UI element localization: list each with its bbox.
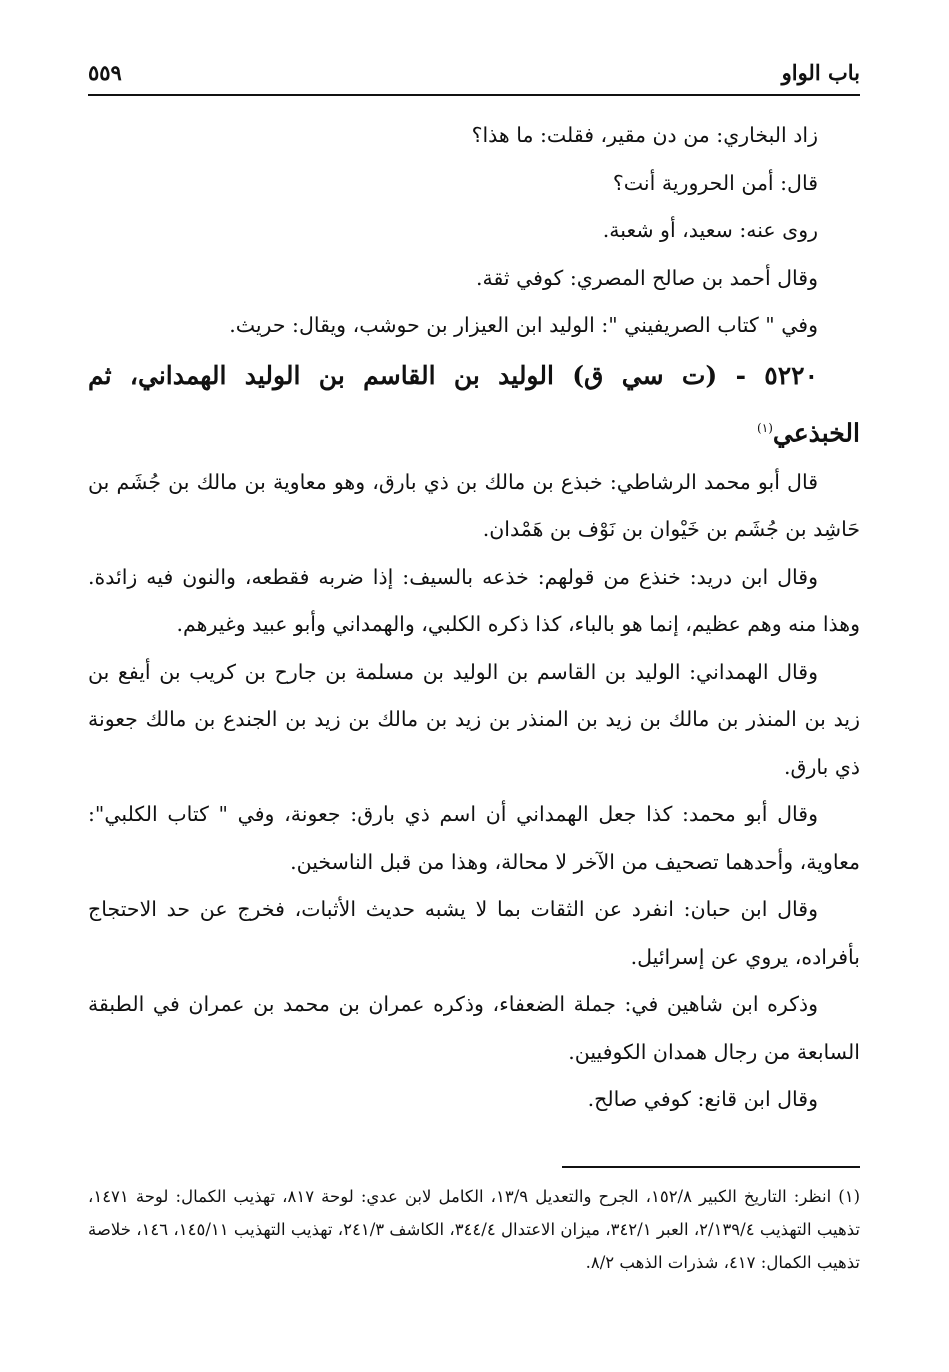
paragraph-9: وقال أبو محمد: كذا جعل الهمداني أن اسم ذي بارق: جعونة، وفي " كتاب الكلبي": معاوية، وأحدهما تصحيف من الآخر لا محالة، وهذا من قبل الناسخين.: [88, 802, 860, 874]
paragraph-12: وقال ابن قانع: كوفي صالح.: [587, 1087, 818, 1112]
page-number: ٥٥٩: [88, 60, 122, 85]
footnote-section: [88, 1180, 860, 1279]
paragraph-2: قال: أمن الحرورية أنت؟: [612, 170, 818, 195]
paragraph-3: روى عنه: سعيد، أو شعبة.: [602, 218, 818, 242]
chapter-title: باب الواو: [781, 60, 860, 85]
paragraph-11: وذكره ابن شاهين في: جملة الضعفاء، وذكره عمران بن محمد بن عمران في الطبقة السابعة من رجال همدان الكوفيين.: [88, 992, 860, 1064]
paragraph-6: قال أبو محمد الرشاطي: خبذع بن مالك بن ذي بارق، وهو معاوية بن مالك بن جُشَم بن حَاشِد بن جُشَم بن خَيْوان بن نَوْف بن هَمْدان.: [88, 469, 860, 542]
footnote-divider: [562, 1166, 860, 1168]
main-text: [88, 112, 860, 1124]
book-page: [88, 52, 860, 1342]
footnote-reference: (١): [757, 420, 773, 435]
paragraph-10: وقال ابن حبان: انفرد عن الثقات بما لا يشبه حديث الأثبات، فخرج عن حد الاحتجاج بأفراده، يروي عن إسرائيل.: [88, 897, 860, 969]
entry-heading-text: ٥٢٢٠ - (ت سي ق) الوليد بن القاسم بن الوليد الهمداني، ثم الخبذعي: [88, 360, 860, 447]
paragraph-5: وفي " كتاب الصريفيني ": الوليد ابن العيزار بن حوشب، ويقال: حريث.: [229, 313, 818, 337]
paragraph-7: وقال ابن دريد: خنذع من قولهم: خذعه بالسيف: إذا ضربه فقطعه، والنون فيه زائدة. وهذا منه وهم عظيم، إنما هو بالباء، كذا ذكره الكلبي، والهمداني وأبو عبيد وغيرهم.: [88, 564, 860, 637]
paragraph-4: وقال أحمد بن صالح المصري: كوفي ثقة.: [475, 265, 818, 290]
footnote-1: (١) انظر: التاريخ الكبير ١٥٢/٨، الجرح والتعديل ١٣/٩، الكامل لابن عدي: لوحة ٨١٧، تهذيب الكمال: لوحة ١٤٧١، تذهيب التهذيب ٢/١٣٩/٤، العبر ٣٤٢/١، ميزان الاعتدال ٣٤٤/٤، الكاشف ٢٤١/٣، تهذيب التهذيب ١٤٥/١١، ١٤٦، خلاصة تذهيب الكمال: ٤١٧، شذرات الذهب ٨/٢.: [88, 1187, 860, 1272]
running-header: [88, 52, 860, 96]
entry-heading: [88, 350, 860, 459]
paragraph-8: وقال الهمداني: الوليد بن القاسم بن الوليد بن مسلمة بن جارح بن كريب بن أيفع بن زيد بن المنذر بن مالك بن زيد بن المنذر بن زيد بن مالك بن زيد بن الجندع بن مالك جعونة ذي بارق.: [88, 659, 860, 779]
paragraph-1: زاد البخاري: من دن مقير، فقلت: ما هذا؟: [471, 123, 818, 147]
